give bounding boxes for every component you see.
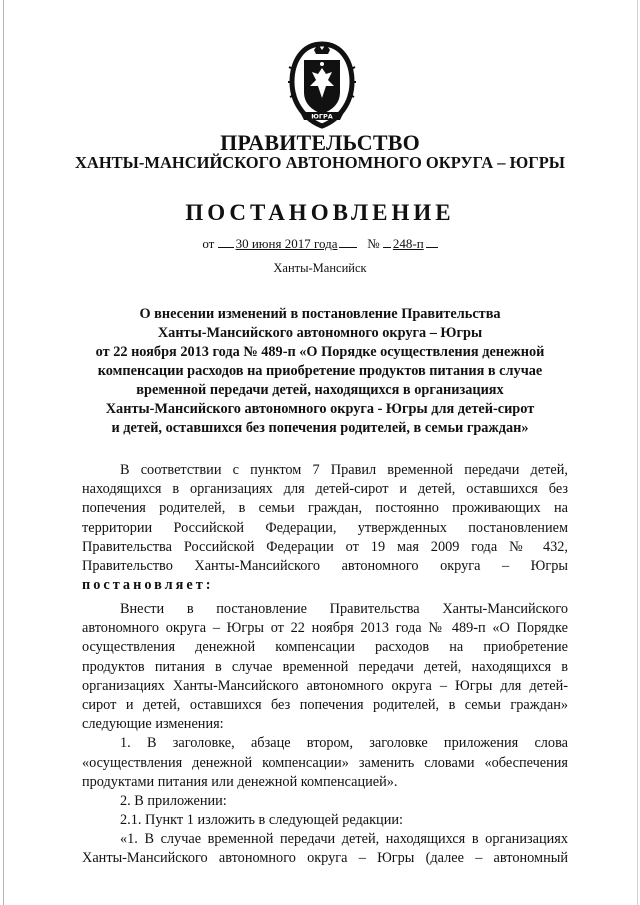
title-line: Ханты-Мансийского автономного округа – Югры bbox=[157, 325, 483, 341]
body-line: Правительства Российской Федерации от 19 мая 2009 года № 432, bbox=[82, 538, 568, 555]
body-line: 1. В заголовке, абзаце втором, заголовке приложения слова bbox=[120, 735, 568, 752]
preamble-paragraph bbox=[82, 461, 568, 595]
scan-edge-right bbox=[637, 0, 638, 905]
body-line: следующие изменения: bbox=[82, 716, 224, 733]
scan-edge-left bbox=[3, 0, 4, 905]
amendments-paragraph bbox=[82, 600, 568, 869]
body-line: попечения родителей, в семьи граждан, постоянно проживающих на bbox=[82, 500, 568, 517]
body-line: Правительство Ханты-Мансийского автономного округа – Югры bbox=[82, 557, 568, 574]
date-blank-right bbox=[339, 247, 357, 248]
body-line: продуктами питания или денежной компенсацией». bbox=[82, 773, 398, 790]
body-line: Внести в постановление Правительства Ханты-Мансийского bbox=[120, 601, 568, 617]
government-region: ХАНТЫ-МАНСИЙСКОГО АВТОНОМНОГО ОКРУГА – ЮГРЫ bbox=[75, 153, 565, 172]
decides-keyword: постановляет: bbox=[82, 577, 214, 594]
date-number-line bbox=[60, 236, 580, 252]
body-line: осуществления денежной компенсации расходов на приобретение bbox=[82, 639, 568, 656]
title-line: временной передачи детей, находящихся в организациях bbox=[136, 382, 504, 398]
document-title bbox=[60, 305, 580, 438]
number-blank-right bbox=[426, 247, 438, 248]
body-line: 2. В приложении: bbox=[120, 792, 227, 809]
body-line: «осуществления денежной компенсации» заменить словами «обеспечения bbox=[82, 754, 568, 771]
document-type: ПОСТАНОВЛЕНИЕ bbox=[185, 200, 455, 225]
body-line: 2.1. Пункт 1 изложить в следующей редакции: bbox=[120, 812, 403, 829]
number-value: 248-п bbox=[392, 236, 424, 251]
body-line: «1. В случае временной передачи детей, находящихся в организациях bbox=[120, 831, 568, 848]
title-line: Ханты-Мансийского автономного округа - Югры для детей-сирот bbox=[105, 401, 535, 417]
title-line: компенсации расходов на приобретение продуктов питания в случае bbox=[97, 363, 543, 379]
emblem-caption: ЮГРА bbox=[311, 112, 333, 121]
title-line: и детей, оставшихся без попечения родителей, в семьи граждан» bbox=[111, 420, 529, 436]
coat-of-arms-emblem bbox=[286, 40, 358, 132]
body-line: Ханты-Мансийского автономного округа – Югры (далее – автономный bbox=[82, 850, 568, 867]
title-line: О внесении изменений в постановление Правительства bbox=[139, 306, 501, 322]
date-value: 30 июня 2017 года bbox=[235, 236, 338, 251]
body-line: организациях Ханты-Мансийского автономного округа – Югры для детей- bbox=[82, 677, 568, 694]
body-line: автономного округа – Югры от 22 ноября 2013 года № 489-п «О Порядке bbox=[82, 620, 568, 637]
date-prefix: от bbox=[202, 236, 215, 251]
city: Ханты-Мансийск bbox=[273, 261, 367, 275]
number-prefix: № bbox=[367, 236, 380, 251]
body-line: территории Российской Федерации, утвержденных постановлением bbox=[82, 519, 568, 536]
title-line: от 22 ноября 2013 года № 489-п «О Порядке осуществления денежной bbox=[95, 344, 545, 360]
body-line: находящихся в организациях для детей-сирот и детей, оставшихся без bbox=[82, 481, 568, 498]
body-line: В соответствии с пунктом 7 Правил временной передачи детей, bbox=[120, 462, 568, 478]
number-blank-left bbox=[383, 247, 391, 248]
body-line: сирот и детей, оставшихся без попечения родителей, в семьи граждан» bbox=[82, 696, 568, 713]
government-title: ПРАВИТЕЛЬСТВО bbox=[220, 130, 420, 155]
body-line: продуктов питания в случае временной передачи детей, находящихся в bbox=[82, 658, 568, 675]
date-blank-left bbox=[218, 247, 234, 248]
